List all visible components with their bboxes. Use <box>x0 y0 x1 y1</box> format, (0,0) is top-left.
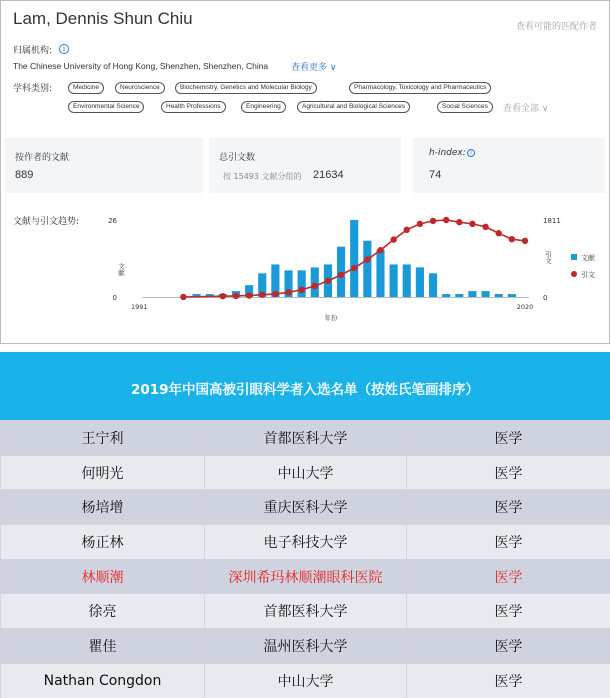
y-right-axis-label: 引文 <box>544 251 552 264</box>
documents-bar <box>508 294 516 297</box>
citations-point <box>417 221 423 227</box>
x-axis-label: 年份 <box>324 314 338 322</box>
subject-tag[interactable]: Neuroscience <box>115 82 165 94</box>
subject-tag[interactable]: Agricultural and Biological Sciences <box>297 101 410 113</box>
documents-bar <box>350 220 358 297</box>
table-row <box>1 663 610 698</box>
citations-point <box>496 230 502 236</box>
subject-tag[interactable]: Pharmacology, Toxicology and Pharmaceutics <box>349 82 491 94</box>
documents-label: 按作者的文献 <box>15 153 70 163</box>
scholar-institution: 首都医科大学 <box>205 594 407 629</box>
citations-point <box>259 291 265 297</box>
scholar-field: 医学 <box>407 421 610 456</box>
citations-point <box>351 265 357 271</box>
citations-point <box>404 227 410 233</box>
info-icon[interactable]: i <box>59 44 69 54</box>
citations-point <box>430 218 436 224</box>
list-title: 2019年中国高被引眼科学者入选名单（按姓氏笔画排序） <box>130 382 480 398</box>
citations-point <box>482 224 488 230</box>
documents-bar <box>495 294 503 297</box>
table-row <box>1 525 610 560</box>
subjects-more-link[interactable]: 查看全部 ∨ <box>503 104 549 114</box>
scholar-institution: 中山大学 <box>205 455 407 490</box>
documents-bar <box>482 291 490 297</box>
scholar-field: 医学 <box>407 455 610 490</box>
scholar-institution: 中山大学 <box>205 663 407 698</box>
citations-point <box>312 283 318 289</box>
citations-point <box>272 291 278 297</box>
h-index-stat <box>413 138 605 193</box>
info-icon[interactable]: i <box>467 149 475 157</box>
documents-bar <box>416 267 424 297</box>
scholar-institution: 首都医科大学 <box>205 421 407 456</box>
documents-bar <box>403 264 411 297</box>
documents-bar <box>455 294 463 297</box>
documents-bar <box>390 264 398 297</box>
y-left-tick-bottom: 0 <box>112 294 117 302</box>
citations-point <box>180 294 186 300</box>
citations-point <box>325 278 331 284</box>
scholar-field: 医学 <box>407 525 610 560</box>
scholar-name: 何明光 <box>1 455 205 490</box>
table-row <box>1 421 610 456</box>
citations-count: 21634 <box>313 169 344 181</box>
citations-point <box>220 293 226 299</box>
x-tick-start: 1991 <box>131 303 148 311</box>
list-header <box>0 352 610 420</box>
citations-point <box>285 289 291 295</box>
documents-bar <box>363 241 371 297</box>
legend-citations-swatch <box>571 271 577 277</box>
subject-tag[interactable]: Social Sciences <box>437 101 493 113</box>
scholar-institution: 电子科技大学 <box>205 525 407 560</box>
subject-tag[interactable]: Medicine <box>68 82 104 94</box>
legend-documents-swatch <box>571 254 577 260</box>
possible-matches-link[interactable]: 查看可能的匹配作者 <box>515 22 597 32</box>
scholar-name: 林顺潮 <box>1 559 205 594</box>
citations-point <box>390 236 396 242</box>
citations-point <box>469 221 475 227</box>
citations-prefix: 按 15493 文献分组的 <box>223 172 302 181</box>
documents-stat[interactable] <box>5 138 203 193</box>
y-right-tick-bottom: 0 <box>543 294 548 302</box>
scholar-name: 杨培增 <box>1 490 205 525</box>
x-tick-end: 2020 <box>516 303 534 311</box>
citations-stat <box>209 138 401 193</box>
table-row <box>1 455 610 490</box>
table-row <box>1 629 610 664</box>
table-row <box>1 559 610 594</box>
scholar-table <box>0 420 610 698</box>
documents-bar <box>429 273 437 297</box>
affiliation-more-link[interactable]: 查看更多 ∨ <box>291 63 337 73</box>
table-row <box>1 594 610 629</box>
y-right-tick-top: 1811 <box>543 217 561 225</box>
subject-tag[interactable]: Environmental Science <box>68 101 144 113</box>
h-index-label: h-index: <box>429 148 466 158</box>
scholar-field: 医学 <box>407 490 610 525</box>
scholar-name: 王宁利 <box>1 421 205 456</box>
citations-point <box>338 272 344 278</box>
subject-tag[interactable]: Engineering <box>241 101 286 113</box>
scholar-name: Nathan Congdon <box>1 663 205 698</box>
y-left-tick-top: 26 <box>108 217 117 225</box>
affiliation-text: The Chinese University of Hong Kong, Shenzhen, Shenzhen, China <box>13 61 269 71</box>
y-left-axis-label: 文献 <box>117 263 125 276</box>
documents-bar <box>468 291 476 297</box>
citations-point <box>298 287 304 293</box>
scholar-field: 医学 <box>407 663 610 698</box>
trend-chart-label: 文献与引文趋势: <box>13 217 80 227</box>
citations-point <box>233 293 239 299</box>
scholar-field: 医学 <box>407 629 610 664</box>
citations-point <box>246 292 252 298</box>
table-row <box>1 490 610 525</box>
scholar-name: 杨正林 <box>1 525 205 560</box>
citations-label: 总引文数 <box>219 153 256 163</box>
documents-bar <box>376 250 384 297</box>
legend-citations-label: 引文 <box>581 271 595 279</box>
documents-count[interactable]: 889 <box>15 169 34 181</box>
h-index-value: 74 <box>429 169 442 181</box>
legend-documents-label: 文献 <box>581 254 595 262</box>
affiliation-label: 归属机构: <box>13 46 53 56</box>
author-profile-card <box>0 0 610 344</box>
citations-point <box>509 236 515 242</box>
documents-citations-chart <box>1 205 609 335</box>
scholar-institution: 深圳希玛林顺潮眼科医院 <box>205 559 407 594</box>
documents-bar <box>298 270 306 297</box>
scholar-field: 医学 <box>407 594 610 629</box>
citations-point <box>443 217 449 223</box>
citations-point <box>364 256 370 262</box>
documents-bar <box>311 267 319 297</box>
citations-point <box>377 247 383 253</box>
citations-point <box>456 219 462 225</box>
scholar-institution: 温州医科大学 <box>205 629 407 664</box>
subject-tag[interactable]: Health Professions <box>161 101 226 113</box>
scholar-institution: 重庆医科大学 <box>205 490 407 525</box>
citations-point <box>522 238 528 244</box>
scholar-field: 医学 <box>407 559 610 594</box>
highly-cited-list <box>0 352 610 698</box>
scholar-name: 徐亮 <box>1 594 205 629</box>
subject-tag[interactable]: Biochemistry, Genetics and Molecular Biology <box>175 82 317 94</box>
author-name: Lam, Dennis Shun Chiu <box>13 9 193 28</box>
subjects-label: 学科类别: <box>13 84 53 94</box>
scholar-name: 瞿佳 <box>1 629 205 664</box>
documents-bar <box>442 294 450 297</box>
